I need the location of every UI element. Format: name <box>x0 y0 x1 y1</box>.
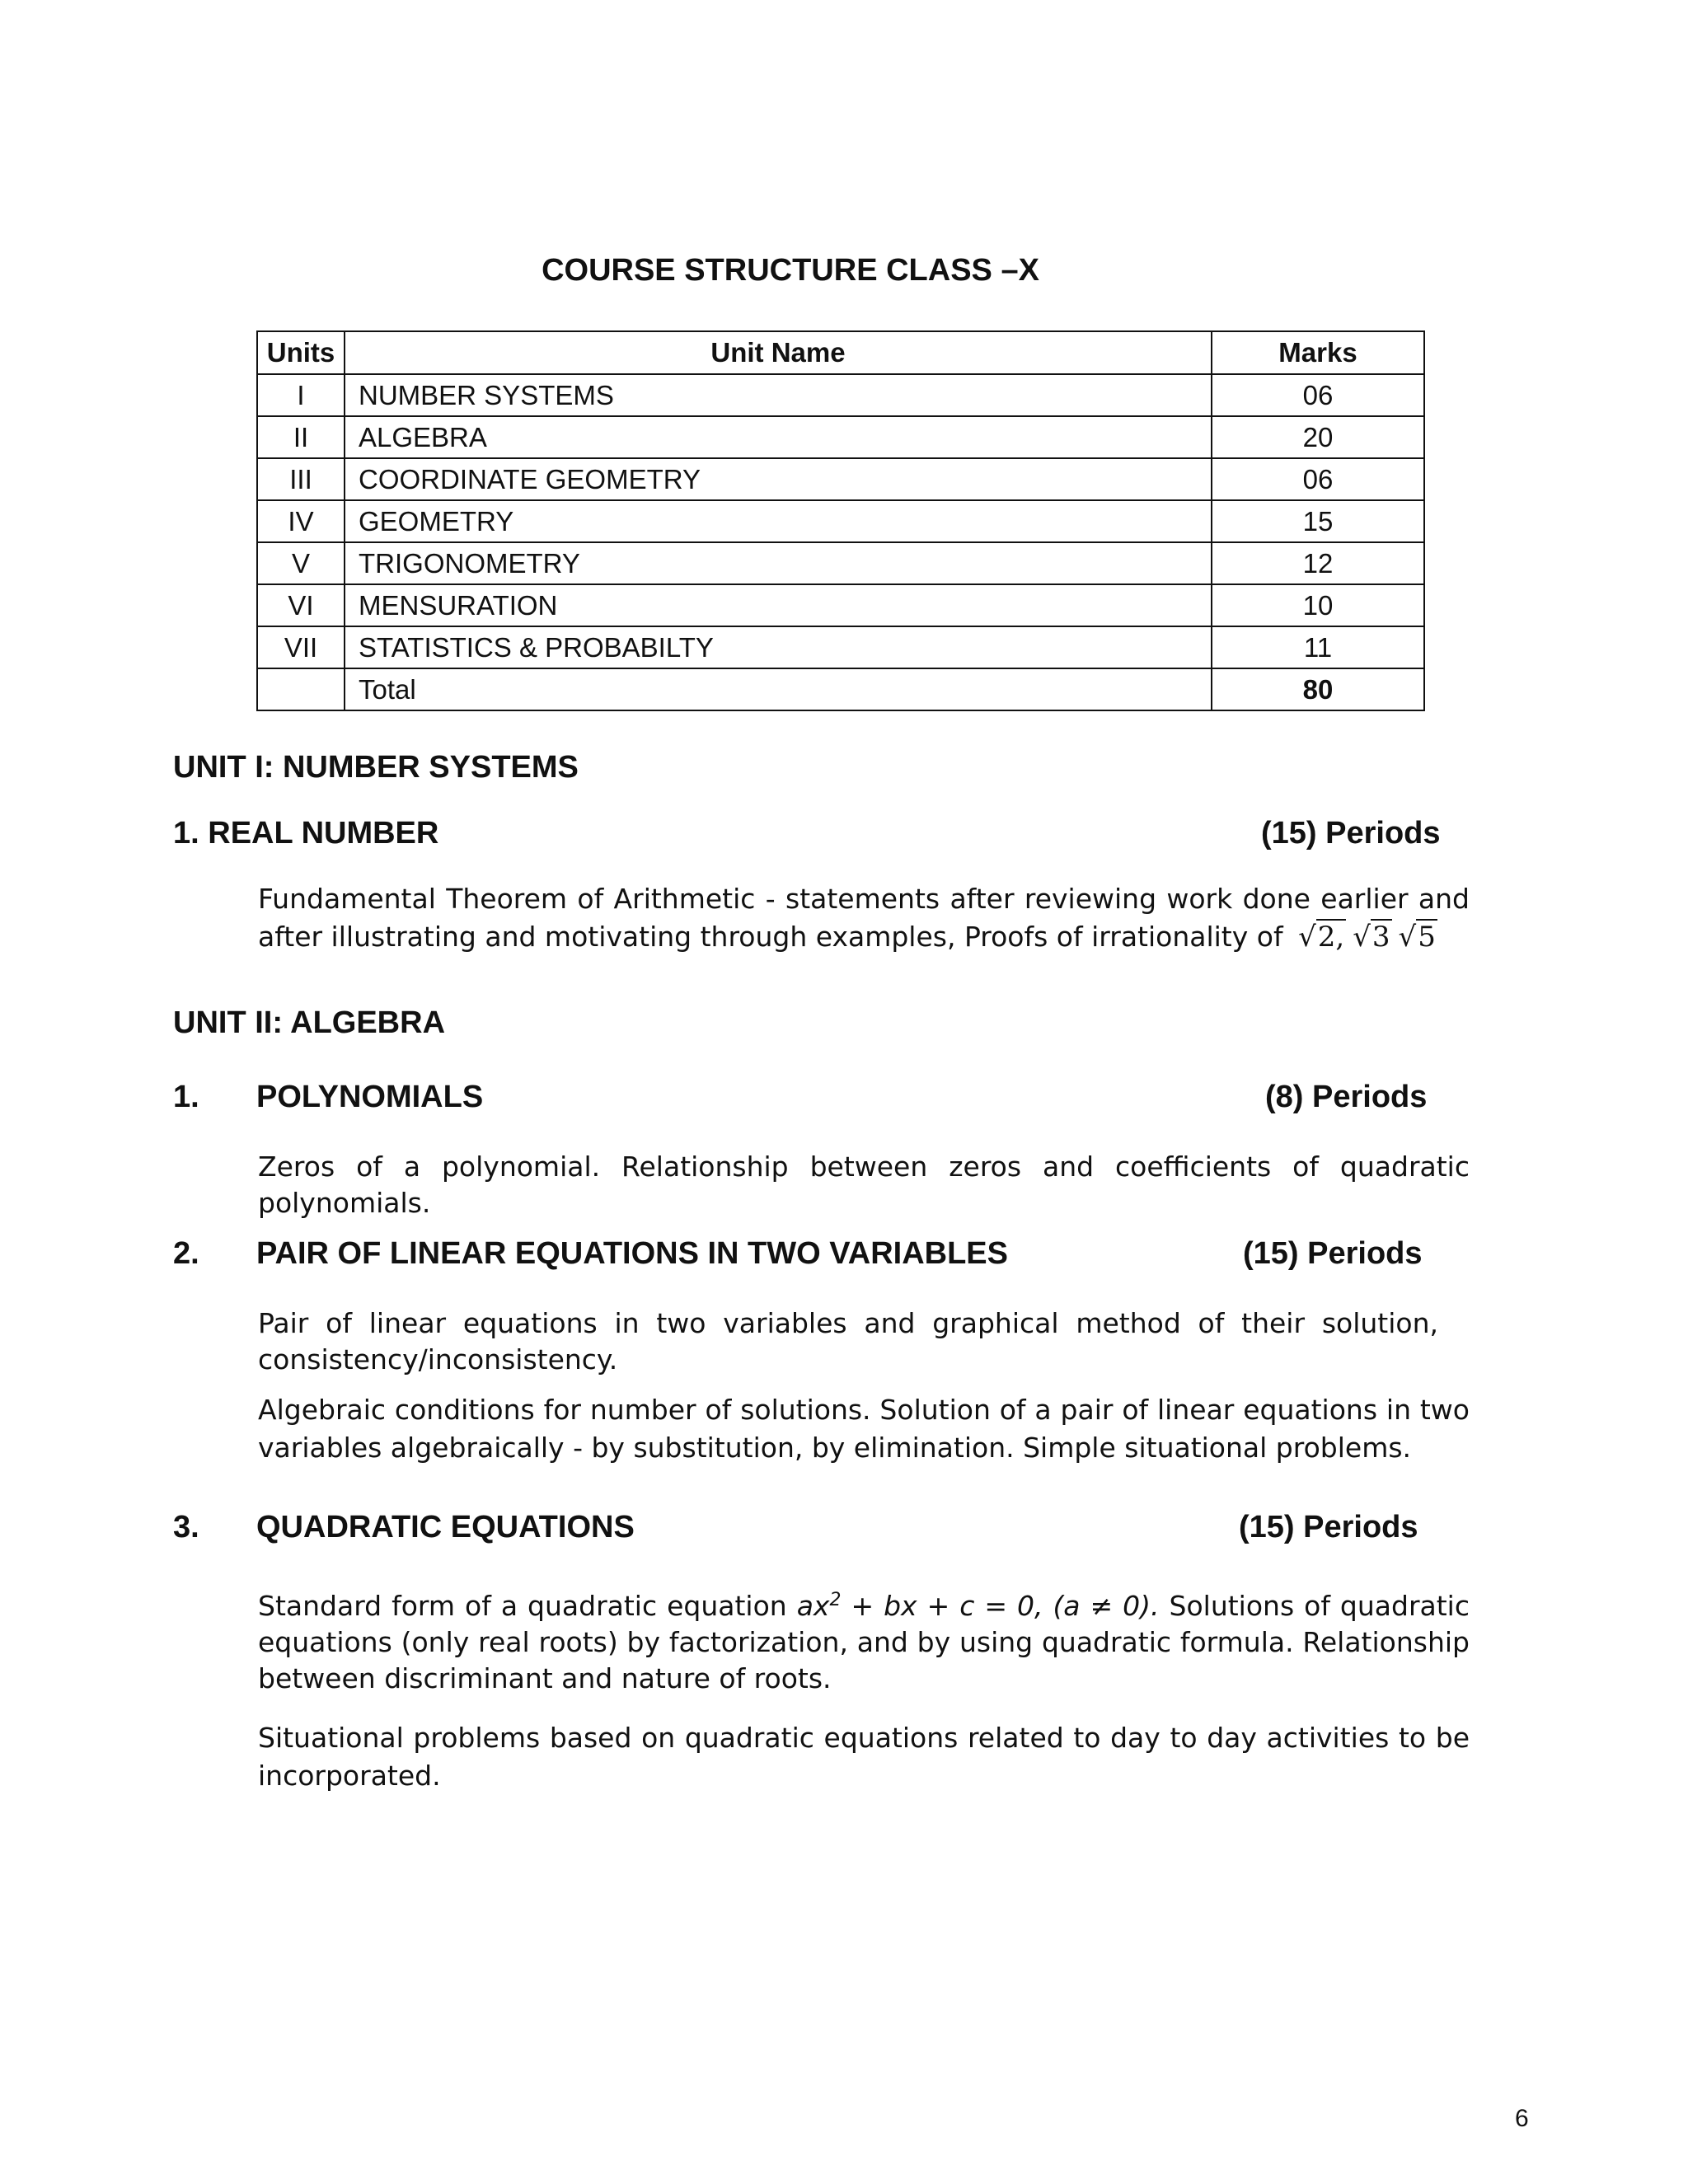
header-units: Units <box>257 331 345 374</box>
header-unit-name: Unit Name <box>345 331 1212 374</box>
marks-cell: 12 <box>1212 542 1424 584</box>
real-number-description <box>258 880 1470 956</box>
section-real-number-periods: (15) Periods <box>1261 816 1441 851</box>
page-title: COURSE STRUCTURE CLASS –X <box>542 253 1039 288</box>
unit-cell: II <box>257 416 345 458</box>
sqrt-3-symbol: √3 <box>1353 921 1390 954</box>
marks-cell: 11 <box>1212 626 1424 668</box>
unit-cell: V <box>257 542 345 584</box>
header-marks: Marks <box>1212 331 1424 374</box>
table-row <box>257 542 1424 584</box>
section-polynomials-title: POLYNOMIALS <box>256 1080 484 1114</box>
marks-cell: 06 <box>1212 458 1424 500</box>
quadratic-description-1: Standard form of a quadratic equation $ax^2$ + bx + c = 0, (a ≠ 0). Solutions of quadratic equations (only real roots) by factorization, and by using quadratic formula. Relationship between discriminant and nature of roots. <box>258 1590 1470 1694</box>
total-label: Total <box>345 668 1212 710</box>
real-number-text: Fundamental Theorem of Arithmetic - statements after reviewing work done earlier and after illustrating and motivating through examples, Proofs of irrationality of <box>258 883 1470 953</box>
unit-1-heading: UNIT I: NUMBER SYSTEMS <box>173 750 579 785</box>
unit-name-cell: NUMBER SYSTEMS <box>345 374 1212 416</box>
marks-cell: 10 <box>1212 584 1424 626</box>
unit-name-cell: STATISTICS & PROBABILTY <box>345 626 1212 668</box>
unit-cell: III <box>257 458 345 500</box>
unit-name-cell: GEOMETRY <box>345 500 1212 542</box>
unit-cell: IV <box>257 500 345 542</box>
quadratic-description-2: Situational problems based on quadratic equations related to day to day activities to be incorporated. <box>258 1722 1470 1792</box>
table-row <box>257 626 1424 668</box>
quadratic-equation: $ax^2$ + bx + c = 0, (a ≠ 0). <box>796 1590 1160 1622</box>
unit-cell: I <box>257 374 345 416</box>
linear-equations-description-1: Pair of linear equations in two variables and graphical method of their solution, consistency/inconsistency. <box>258 1307 1438 1376</box>
unit-2-heading: UNIT II: ALGEBRA <box>173 1005 446 1040</box>
unit-name-cell: TRIGONOMETRY <box>345 542 1212 584</box>
table-row <box>257 458 1424 500</box>
section-polynomials-periods: (8) Periods <box>1265 1080 1428 1114</box>
section-1-number: 1. <box>173 1080 199 1114</box>
linear-equations-description-2: Algebraic conditions for number of solutions. Solution of a pair of linear equations in two variables algebraically - by substitution, by elimination. Simple situational problems. <box>258 1394 1470 1464</box>
section-real-number-title: 1. REAL NUMBER <box>173 816 439 851</box>
polynomials-description: Zeros of a polynomial. Relationship between zeros and coefficients of quadratic polynomials. <box>258 1151 1470 1219</box>
table-row <box>257 584 1424 626</box>
sqrt-5-symbol: √5 <box>1398 921 1436 954</box>
unit-name-cell: COORDINATE GEOMETRY <box>345 458 1212 500</box>
marks-cell: 20 <box>1212 416 1424 458</box>
section-quadratic-title: QUADRATIC EQUATIONS <box>256 1510 635 1544</box>
unit-name-cell: ALGEBRA <box>345 416 1212 458</box>
unit-name-cell: MENSURATION <box>345 584 1212 626</box>
unit-cell: VII <box>257 626 345 668</box>
section-2-number: 2. <box>173 1236 199 1271</box>
page-number: 6 <box>1515 2105 1529 2132</box>
section-quadratic-periods: (15) Periods <box>1239 1510 1418 1544</box>
unit-cell: VI <box>257 584 345 626</box>
unit-cell <box>257 668 345 710</box>
table-row <box>257 500 1424 542</box>
table-row <box>257 416 1424 458</box>
marks-cell: 15 <box>1212 500 1424 542</box>
table-total-row <box>257 668 1424 710</box>
section-linear-equations-title: PAIR OF LINEAR EQUATIONS IN TWO VARIABLES <box>256 1236 1008 1271</box>
total-marks: 80 <box>1212 668 1424 710</box>
section-3-number: 3. <box>173 1510 199 1544</box>
marks-cell: 06 <box>1212 374 1424 416</box>
sqrt-2-symbol: √2, <box>1298 921 1345 954</box>
table-header-row <box>257 331 1424 374</box>
table-row <box>257 374 1424 416</box>
course-structure-table <box>256 330 1425 711</box>
section-linear-equations-periods: (15) Periods <box>1243 1236 1423 1271</box>
